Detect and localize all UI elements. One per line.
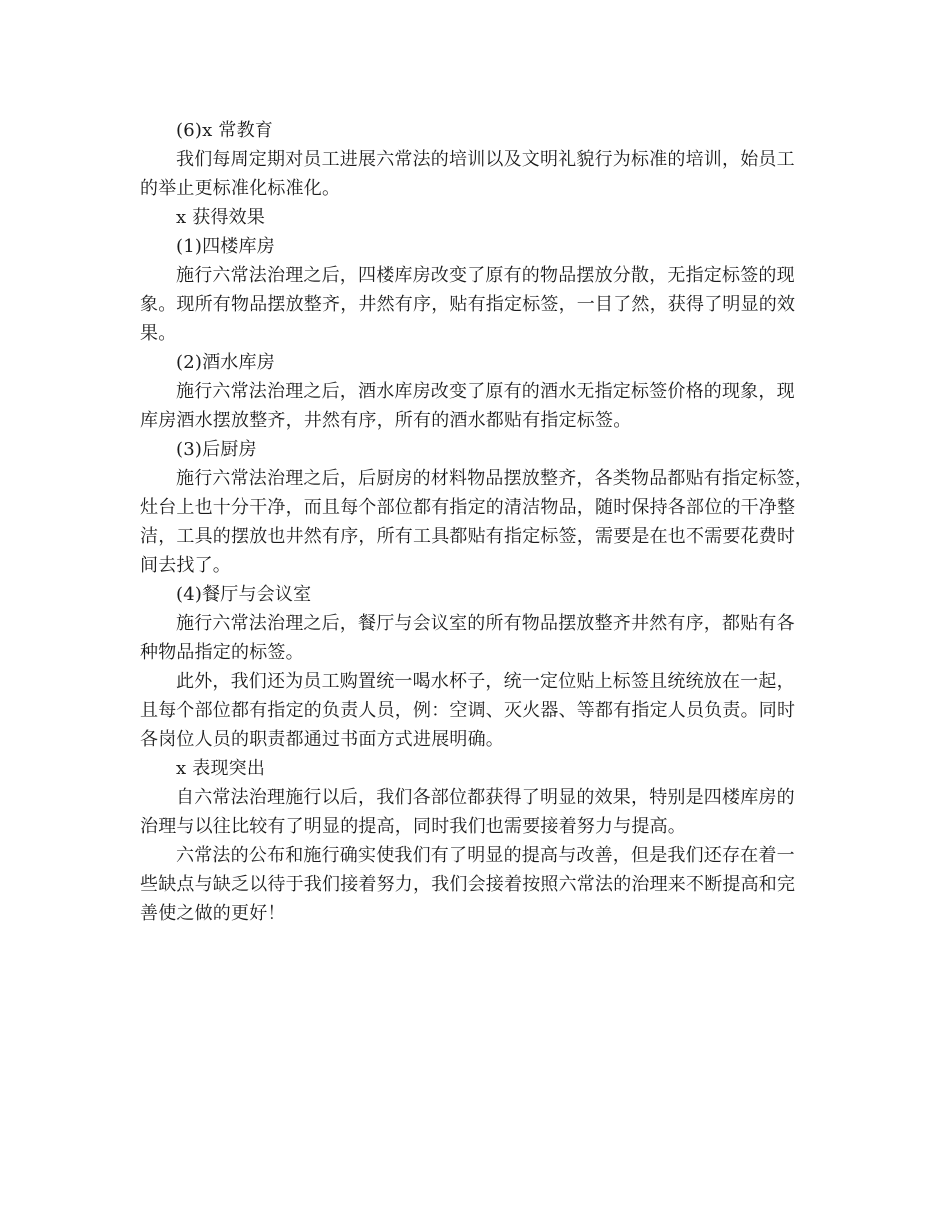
paragraph-line: 施行六常法治理之后，四楼库房改变了原有的物品摆放分散，无指定标签的现 (176, 265, 795, 286)
paragraph-line: 我们每周定期对员工进展六常法的培训以及文明礼貌行为标准的培训，始员工 (176, 149, 795, 170)
paragraph-line: 善使之做的更好！ (140, 903, 286, 924)
paragraph-line: 施行六常法治理之后，酒水库房改变了原有的酒水无指定标签价格的现象，现 (176, 381, 795, 402)
paragraph-line: 六常法的公布和施行确实使我们有了明显的提高与改善，但是我们还存在着一 (176, 845, 795, 866)
subheading-fourth-floor-storage: (1)四楼库房 (176, 236, 275, 257)
paragraph-line: 果。 (140, 323, 177, 344)
paragraph-line: 的举止更标准化标准化。 (140, 178, 341, 199)
section-heading-results: x 获得效果 (176, 207, 266, 228)
paragraph-line: 灶台上也十分干净，而且每个部位都有指定的清洁物品，随时保持各部位的干净整 (140, 497, 796, 518)
subheading-back-kitchen: (3)后厨房 (176, 439, 257, 460)
paragraph-line: 且每个部位都有指定的负责人员，例：空调、灭火器、等都有指定人员负责。同时 (140, 700, 796, 721)
paragraph-line: 治理与以往比较有了明显的提高，同时我们也需要接着努力与提高。 (140, 816, 686, 837)
document-body (140, 116, 820, 928)
subheading-beverage-storage: (2)酒水库房 (176, 352, 275, 373)
paragraph-line: 些缺点与缺乏以待于我们接着努力，我们会接着按照六常法的治理来不断提高和完 (140, 874, 796, 895)
paragraph-line: 象。现所有物品摆放整齐，井然有序，贴有指定标签，一目了然，获得了明显的效 (140, 294, 796, 315)
paragraph-line: 此外，我们还为员工购置统一喝水杯子，统一定位贴上标签且统统放在一起， (176, 671, 795, 692)
section-heading-outstanding: x 表现突出 (176, 758, 266, 779)
paragraph-line: 种物品指定的标签。 (140, 642, 304, 663)
paragraph-line: 自六常法治理施行以后，我们各部位都获得了明显的效果，特别是四楼库房的 (176, 787, 795, 808)
heading-six-constant-education: (6)x 常教育 (176, 120, 273, 141)
paragraph-line: 施行六常法治理之后，餐厅与会议室的所有物品摆放整齐井然有序，都贴有各 (176, 613, 795, 634)
paragraph-line: 洁，工具的摆放也井然有序，所有工具都贴有指定标签，需要是在也不需要花费时 (140, 526, 796, 547)
paragraph-line: 各岗位人员的职责都通过书面方式进展明确。 (140, 729, 504, 750)
paragraph-line: 库房酒水摆放整齐，井然有序，所有的酒水都贴有指定标签。 (140, 410, 632, 431)
paragraph-line: 间去找了。 (140, 555, 231, 576)
subheading-dining-meeting-room: (4)餐厅与会议室 (176, 584, 312, 605)
paragraph-line: 施行六常法治理之后，后厨房的材料物品摆放整齐，各类物品都贴有指定标签， (176, 468, 813, 489)
